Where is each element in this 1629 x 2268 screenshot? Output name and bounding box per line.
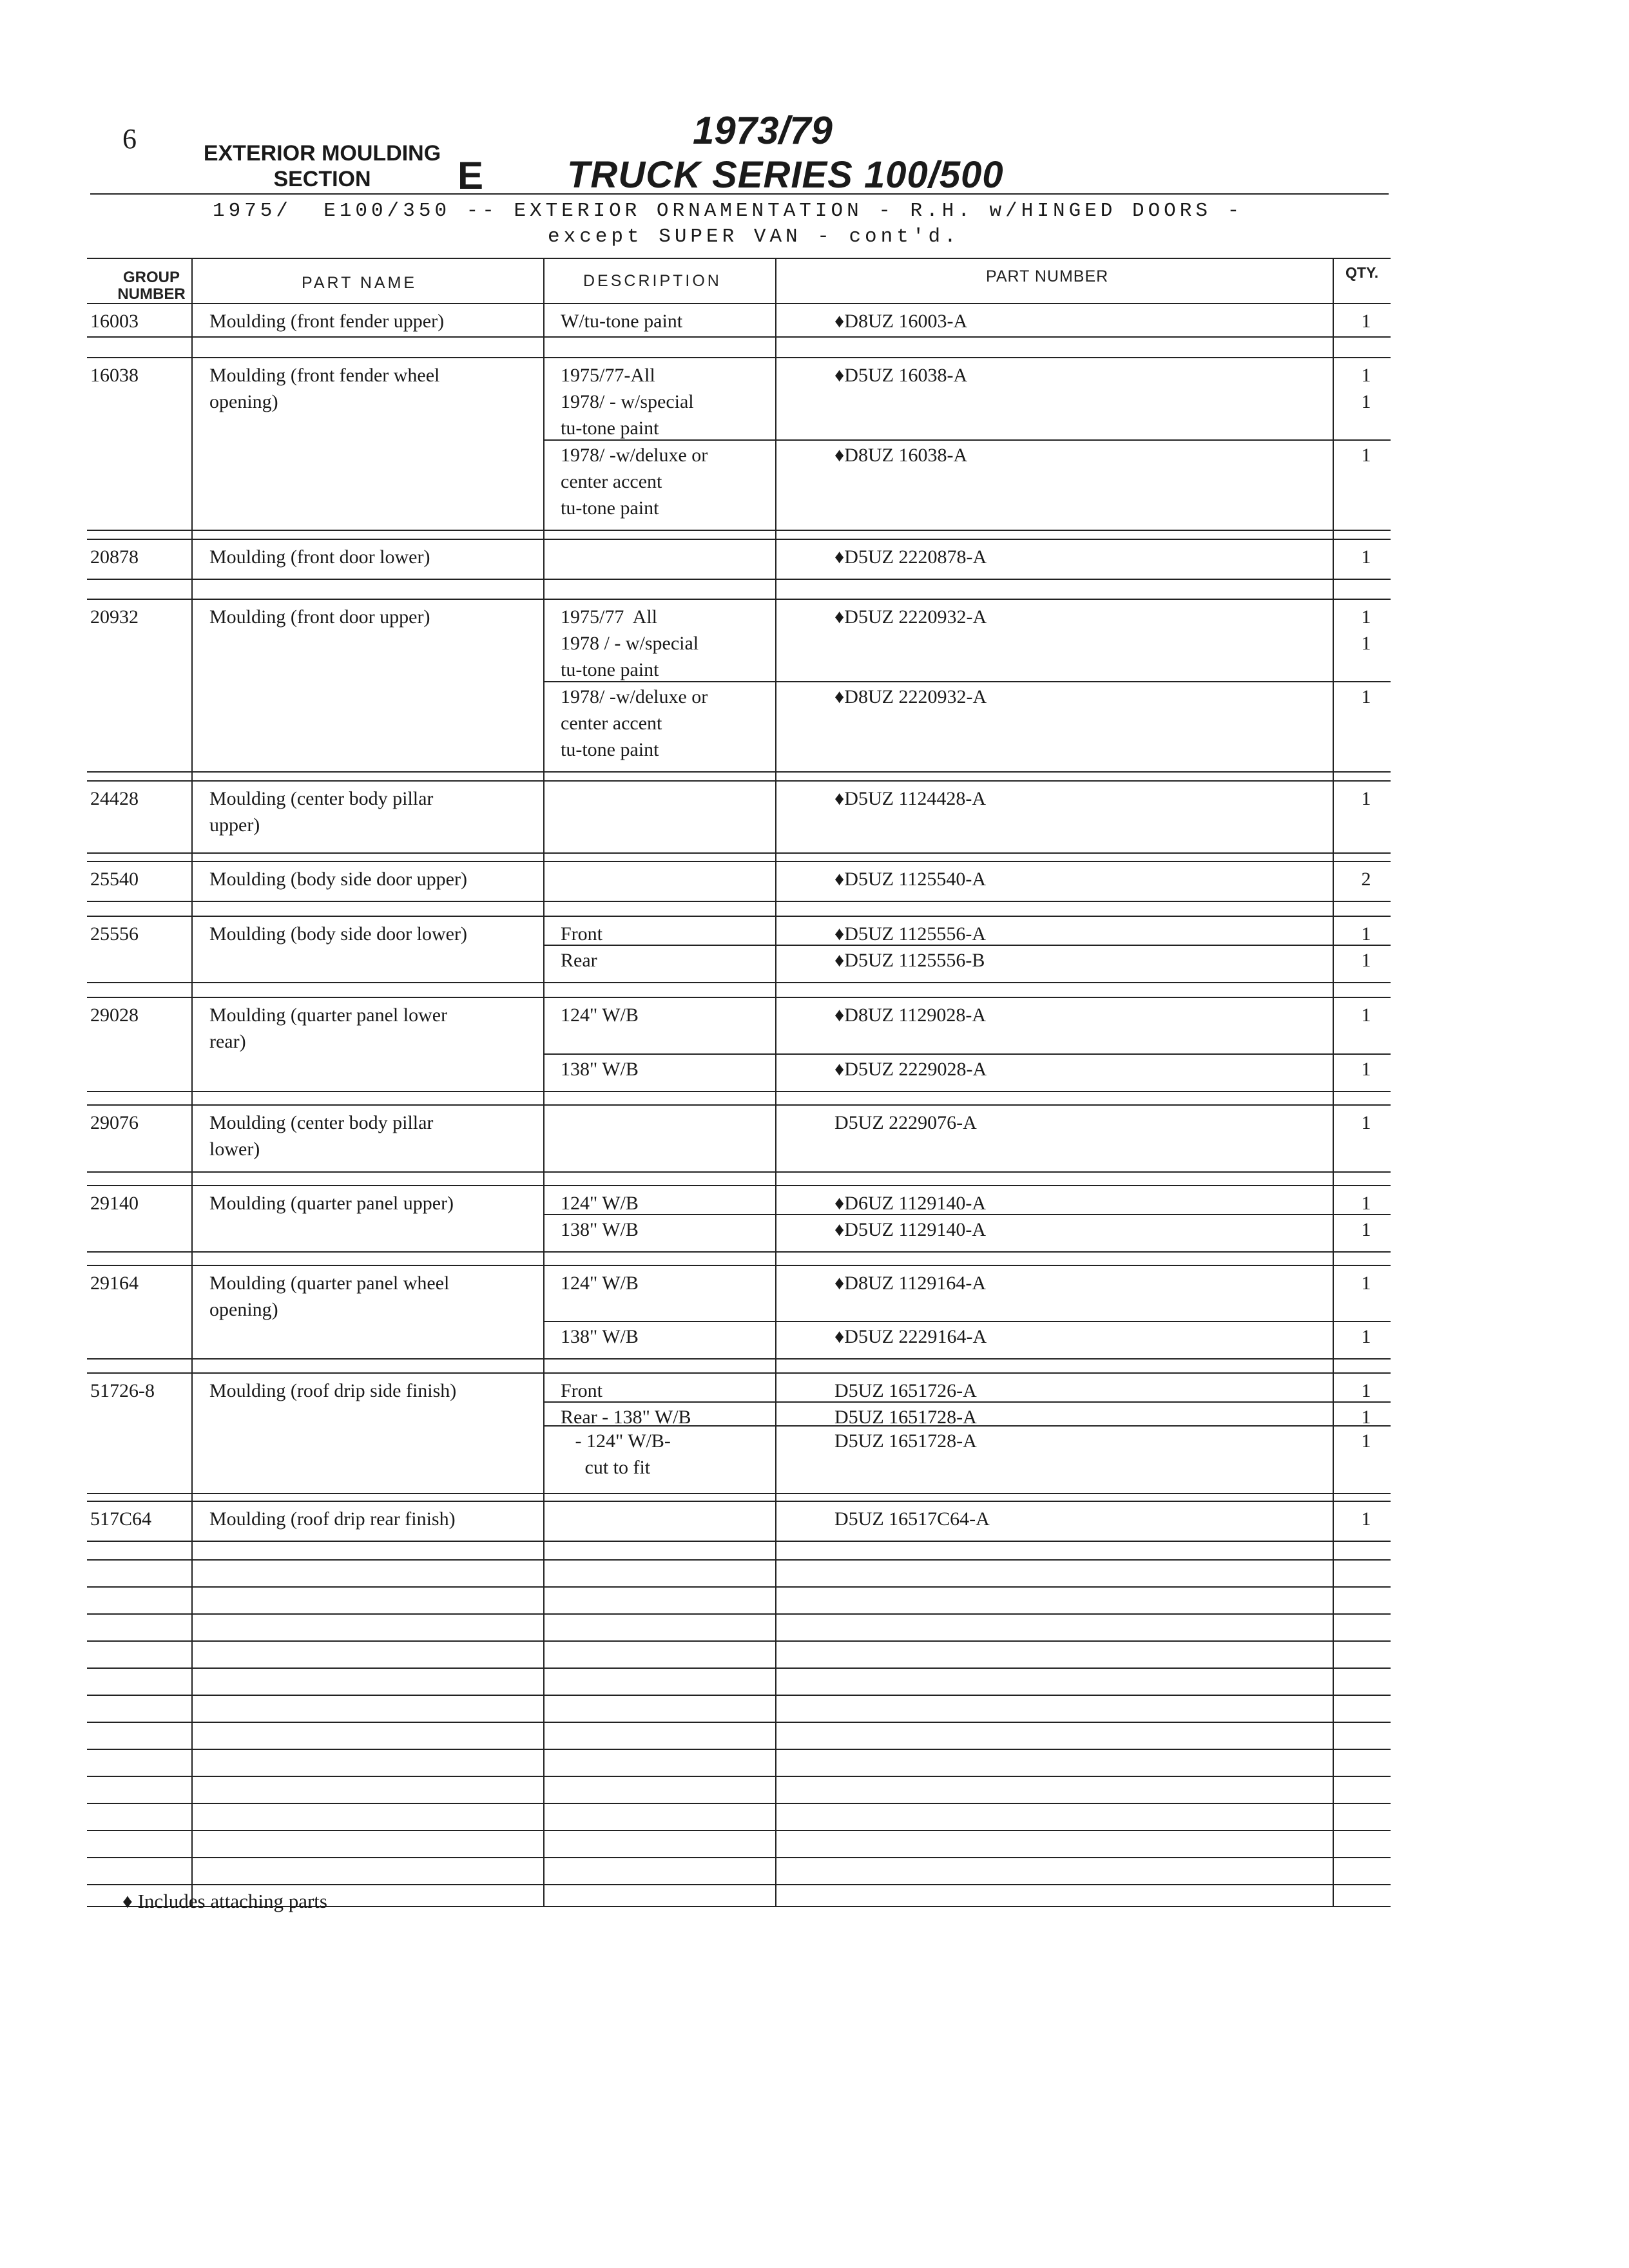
part-number-cell: ♦D5UZ 1124428-A	[834, 788, 987, 809]
part-number-cell: D5UZ 16517C64-A	[834, 1508, 990, 1530]
truck-series: TRUCK SERIES 100/500	[567, 154, 1004, 196]
group-number-cell: 29164	[90, 1273, 139, 1294]
group-number-cell: 29076	[90, 1112, 139, 1133]
table-column-rule	[775, 258, 776, 1906]
part-number-cell: ♦D5UZ 2229164-A	[834, 1326, 987, 1347]
section-title-line2: SECTION	[273, 167, 371, 191]
qty-cell: 1	[1361, 923, 1371, 945]
header-part-number: PART NUMBER	[986, 267, 1109, 285]
qty-cell: 1	[1361, 1430, 1371, 1452]
group-number-cell: 51726-8	[90, 1380, 155, 1401]
part-number-cell: ♦D8UZ 1129164-A	[834, 1273, 987, 1294]
group-number-cell: 20878	[90, 546, 139, 568]
subtitle-line1: 1975/ E100/350 -- EXTERIOR ORNAMENTATION - R.H. w/HINGED DOORS -	[213, 200, 1244, 222]
part-number-cell: ♦D5UZ 1125540-A	[834, 869, 987, 890]
table-column-rule	[543, 258, 545, 1906]
section-letter: E	[458, 154, 484, 197]
part-number-cell: ♦D8UZ 16038-A	[834, 445, 968, 466]
table-rule	[87, 539, 1391, 540]
table-rule	[87, 530, 1391, 531]
description-cell: W/tu-tone paint	[561, 311, 683, 332]
table-rule	[87, 1749, 1391, 1750]
table-rule	[87, 1884, 1391, 1885]
group-number-cell: 25556	[90, 923, 139, 945]
table-rule	[87, 901, 1391, 902]
qty-cell: 1	[1361, 546, 1371, 568]
table-rule	[87, 982, 1391, 983]
description-cell: 1978/ -w/deluxe or center accent tu-tone paint	[561, 445, 708, 519]
part-number-cell: ♦D8UZ 16003-A	[834, 311, 968, 332]
group-number-cell: 29140	[90, 1193, 139, 1214]
group-number-cell: 20932	[90, 606, 139, 628]
table-rule	[87, 1265, 1391, 1266]
part-number-cell: ♦D5UZ 2229028-A	[834, 1059, 987, 1080]
header-rule	[90, 193, 1389, 195]
table-rule	[87, 1358, 1391, 1360]
qty-cell: 1	[1361, 1407, 1371, 1428]
table-rule	[87, 1501, 1391, 1502]
group-number-cell: 29028	[90, 1004, 139, 1026]
description-cell: 1978/ -w/deluxe or center accent tu-tone paint	[561, 686, 708, 760]
part-number-cell: ♦D5UZ 16038-A	[834, 365, 968, 386]
qty-cell: 1 1	[1361, 365, 1371, 412]
table-rule	[87, 357, 1391, 358]
table-rule	[87, 852, 1391, 854]
table-rule	[87, 1640, 1391, 1642]
table-rule	[87, 1586, 1391, 1588]
part-number-cell: ♦D8UZ 2220932-A	[834, 686, 987, 707]
model-years: 1973/79	[693, 109, 833, 152]
table-rule	[87, 1493, 1391, 1494]
qty-cell: 1	[1361, 1219, 1371, 1240]
description-cell: Rear	[561, 950, 597, 971]
part-name-cell: Moulding (center body pillar lower)	[209, 1112, 434, 1160]
section-title-line1: EXTERIOR MOULDING	[203, 141, 441, 166]
table-rule	[87, 1185, 1391, 1186]
table-rule	[87, 1091, 1391, 1092]
qty-cell: 1	[1361, 1326, 1371, 1347]
part-number-cell: D5UZ 1651726-A	[834, 1380, 977, 1401]
table-rule	[87, 1559, 1391, 1561]
description-cell: 124" W/B	[561, 1193, 639, 1214]
description-cell: 124" W/B	[561, 1273, 639, 1294]
part-number-cell: ♦D8UZ 1129028-A	[834, 1004, 987, 1026]
header-qty: QTY.	[1345, 264, 1379, 281]
group-number-cell: 24428	[90, 788, 139, 809]
group-number-cell: 16038	[90, 365, 139, 386]
part-name-cell: Moulding (front fender upper)	[209, 311, 445, 332]
part-number-cell: ♦D5UZ 2220878-A	[834, 546, 987, 568]
table-rule	[87, 599, 1391, 600]
description-cell: 138" W/B	[561, 1326, 639, 1347]
table-rule	[87, 303, 1391, 304]
table-rule	[87, 1776, 1391, 1777]
group-number-cell: 517C64	[90, 1508, 152, 1530]
footnote-attaching-parts: ♦ Includes attaching parts	[122, 1890, 327, 1912]
qty-cell: 1	[1361, 1193, 1371, 1214]
part-name-cell: Moulding (front door lower)	[209, 546, 430, 568]
part-name-cell: Moulding (front door upper)	[209, 606, 430, 628]
qty-cell: 1	[1361, 788, 1371, 809]
qty-cell: 1	[1361, 1112, 1371, 1133]
group-number-cell: 25540	[90, 869, 139, 890]
table-rule	[87, 1667, 1391, 1669]
part-number-cell: D5UZ 1651728-A	[834, 1407, 977, 1428]
table-rule	[87, 861, 1391, 862]
part-name-cell: Moulding (body side door lower)	[209, 923, 467, 945]
group-number-cell: 16003	[90, 311, 139, 332]
table-rule	[87, 336, 1391, 338]
part-name-cell: Moulding (front fender wheel opening)	[209, 365, 440, 412]
table-rule	[543, 1321, 1391, 1322]
description-cell: 138" W/B	[561, 1219, 639, 1240]
description-cell: 1975/77 All 1978 / - w/special tu-tone paint	[561, 606, 699, 680]
subtitle-line2: except SUPER VAN - cont'd.	[548, 226, 960, 248]
header-part-name: PART NAME	[302, 274, 418, 292]
part-name-cell: Moulding (roof drip rear finish)	[209, 1508, 456, 1530]
qty-cell: 1	[1361, 950, 1371, 971]
table-rule	[87, 1372, 1391, 1374]
table-rule	[87, 1251, 1391, 1253]
part-number-cell: D5UZ 1651728-A	[834, 1430, 977, 1452]
qty-cell: 1	[1361, 1004, 1371, 1026]
description-cell: 138" W/B	[561, 1059, 639, 1080]
qty-cell: 1	[1361, 1380, 1371, 1401]
qty-cell: 1	[1361, 311, 1371, 332]
table-rule	[87, 1104, 1391, 1106]
part-number-cell: ♦D5UZ 2220932-A	[834, 606, 987, 628]
table-rule	[87, 1695, 1391, 1696]
table-rule	[87, 1830, 1391, 1831]
page-number: 6	[122, 123, 137, 155]
table-column-rule	[191, 258, 193, 1906]
table-rule	[87, 1803, 1391, 1804]
description-cell: Rear - 138" W/B	[561, 1407, 691, 1428]
description-cell: Front	[561, 1380, 603, 1401]
description-cell: - 124" W/B- cut to fit	[575, 1430, 671, 1478]
description-cell: Front	[561, 923, 603, 945]
part-name-cell: Moulding (quarter panel wheel opening)	[209, 1273, 450, 1320]
header-description: DESCRIPTION	[583, 272, 722, 290]
qty-cell: 1	[1361, 1508, 1371, 1530]
part-number-cell: D5UZ 2229076-A	[834, 1112, 977, 1133]
table-rule	[87, 579, 1391, 580]
header-group-number: GROUP NUMBER	[117, 269, 186, 303]
qty-cell: 1	[1361, 445, 1371, 466]
table-rule	[87, 1613, 1391, 1615]
qty-cell: 1	[1361, 1273, 1371, 1294]
part-number-cell: ♦D6UZ 1129140-A	[834, 1193, 987, 1214]
table-rule	[87, 1722, 1391, 1723]
part-number-cell: ♦D5UZ 1125556-A	[834, 923, 987, 945]
part-number-cell: ♦D5UZ 1125556-B	[834, 950, 985, 971]
qty-cell: 1 1	[1361, 606, 1371, 654]
table-rule	[87, 1541, 1391, 1542]
section-title	[193, 140, 451, 192]
table-rule	[87, 997, 1391, 998]
table-rule	[87, 258, 1391, 259]
part-name-cell: Moulding (body side door upper)	[209, 869, 467, 890]
part-name-cell: Moulding (quarter panel lower rear)	[209, 1004, 448, 1052]
table-rule	[87, 916, 1391, 917]
table-rule	[543, 1053, 1391, 1055]
qty-cell: 1	[1361, 686, 1371, 707]
table-rule	[87, 771, 1391, 773]
qty-cell: 1	[1361, 1059, 1371, 1080]
part-number-cell: ♦D5UZ 1129140-A	[834, 1219, 987, 1240]
part-name-cell: Moulding (roof drip side finish)	[209, 1380, 457, 1401]
part-name-cell: Moulding (center body pillar upper)	[209, 788, 434, 836]
description-cell: 1975/77-All 1978/ - w/special tu-tone paint	[561, 365, 694, 439]
qty-cell: 2	[1361, 869, 1371, 890]
description-cell: 124" W/B	[561, 1004, 639, 1026]
table-column-rule	[1333, 258, 1334, 1906]
table-rule	[87, 1171, 1391, 1173]
part-name-cell: Moulding (quarter panel upper)	[209, 1193, 454, 1214]
table-rule	[87, 1857, 1391, 1858]
table-rule	[87, 780, 1391, 782]
